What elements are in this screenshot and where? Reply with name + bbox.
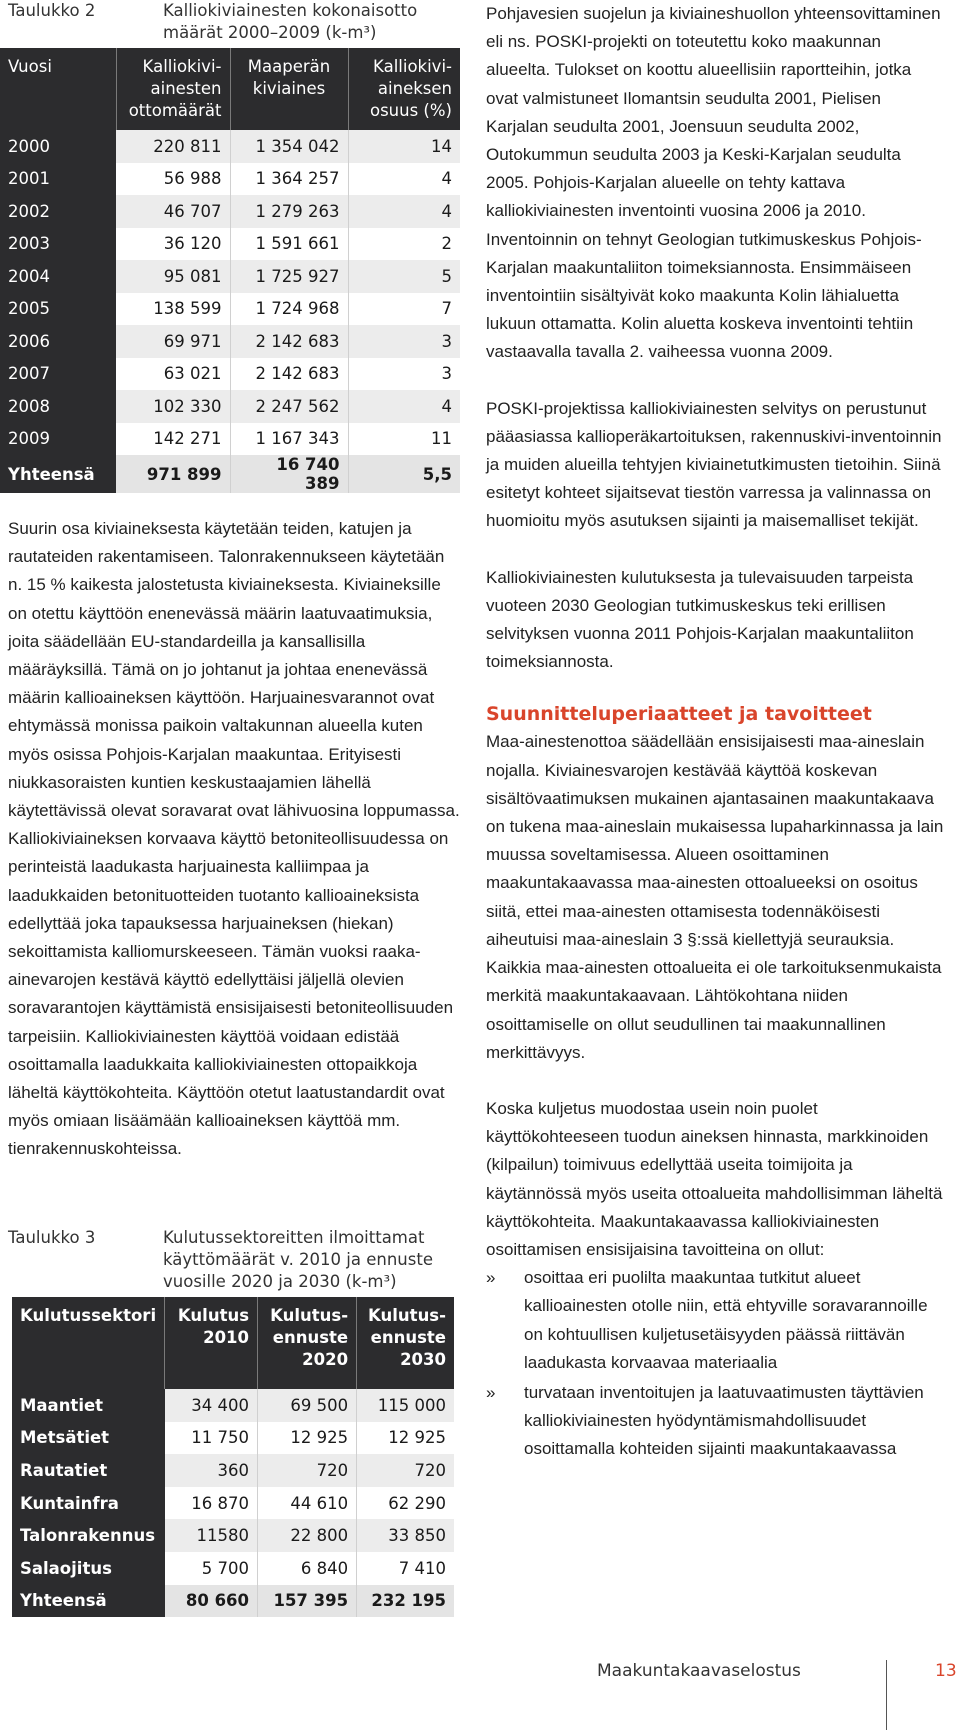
table-cell: 157 395 <box>258 1585 357 1618</box>
table-cell: 3 <box>348 325 460 358</box>
table-cell: 56 988 <box>116 163 230 196</box>
table-row <box>12 1454 454 1487</box>
table-cell: 720 <box>258 1454 357 1487</box>
table-cell: 14 <box>348 130 460 163</box>
list-item-text: osoittaa eri puolilta maakuntaa tutkitut alueet kallioainesten otolle niin, että ehtyville soravarannoille on kohtuullisen kuljetusetäisyyden päässä riittävän laadukasta korvaavaa materiaalia <box>524 1268 928 1372</box>
table-row <box>12 1389 454 1422</box>
list-item-text: turvataan inventoitujen ja laatuvaatimusten täyttävien kalliokiviainesten hyödyntämismahdollisuudet osoittamalla kohteiden sijainti maakuntakaavassa <box>524 1382 924 1459</box>
table2 <box>0 48 460 493</box>
row-sector-label: Kuntainfra <box>12 1487 165 1520</box>
table-cell: 1 354 042 <box>230 130 348 163</box>
table-cell: 4 <box>348 390 460 423</box>
table3-header-2030: Kulutusennuste 2030 <box>357 1297 454 1389</box>
table-cell: 2 142 683 <box>230 325 348 358</box>
table2-header-rock: Kalliokiviainesten ottomäärät <box>116 48 230 130</box>
row-year-label: 2007 <box>0 358 116 391</box>
table-cell: 1 725 927 <box>230 260 348 293</box>
row-year-label: 2000 <box>0 130 116 163</box>
page-number: 13 <box>935 1661 957 1681</box>
row-year-label: 2008 <box>0 390 116 423</box>
footer-document-name: Maakuntakaavaselostus <box>597 1661 801 1681</box>
table-cell: 11580 <box>165 1519 258 1552</box>
table-cell: 1 591 661 <box>230 228 348 261</box>
table2-title: Kalliokiviainesten kokonaisotto määrät 2000–2009 (k-m³) <box>163 1 418 42</box>
table-cell: 46 707 <box>116 195 230 228</box>
table-row <box>0 293 460 326</box>
table3-title: Kulutussektoreitten ilmoittamat käyttömäärät v. 2010 ja ennuste vuosille 2020 ja 2030 (k-m³) <box>163 1228 433 1291</box>
table-cell: 1 167 343 <box>230 423 348 456</box>
table-cell: 34 400 <box>165 1389 258 1422</box>
table-cell: 2 <box>348 228 460 261</box>
table-row <box>0 423 460 456</box>
table-cell: 360 <box>165 1454 258 1487</box>
row-year-label: 2002 <box>0 195 116 228</box>
table-cell: 12 925 <box>258 1422 357 1455</box>
footer-divider <box>886 1660 887 1730</box>
table-row <box>0 260 460 293</box>
table-cell: 69 971 <box>116 325 230 358</box>
table-cell: 33 850 <box>357 1519 454 1552</box>
table-row <box>12 1519 454 1552</box>
table-cell: 11 750 <box>165 1422 258 1455</box>
table-row <box>12 1552 454 1585</box>
table-cell: 220 811 <box>116 130 230 163</box>
table-row <box>0 130 460 163</box>
objectives-list <box>486 1264 948 1463</box>
table-cell: 232 195 <box>357 1585 454 1618</box>
table-cell: 63 021 <box>116 358 230 391</box>
table-cell: 62 290 <box>357 1487 454 1520</box>
row-year-label: Yhteensä <box>0 455 116 493</box>
table2-header-share: Kalliokiviaineksen osuus (%) <box>348 48 460 130</box>
paragraph-poski-survey: POSKI-projektissa kalliokiviainesten selvitys on perustunut pääasiassa kallioperäkartoituksen, rakennuskivi-inventoinnin ja muiden alueilla tehtyjen kiviainetutkimusten tietoihin. Siinä esitetyt kohteet sijaitsevat tiestön varressa ja valinnassa on huomioitu myös asutuksen sijainti ja maisemalliset tekijät. <box>486 398 942 531</box>
right-column <box>486 0 948 1466</box>
table-row <box>0 163 460 196</box>
table-row <box>0 390 460 423</box>
table-row <box>0 358 460 391</box>
row-year-label: 2001 <box>0 163 116 196</box>
table-cell: 2 247 562 <box>230 390 348 423</box>
table3-header-sector: Kulutussektori <box>12 1297 165 1389</box>
table3-label: Taulukko 3 <box>8 1228 96 1247</box>
table-cell: 6 840 <box>258 1552 357 1585</box>
row-sector-label: Yhteensä <box>12 1585 165 1618</box>
table-cell: 12 925 <box>357 1422 454 1455</box>
paragraph-poski-project: Pohjavesien suojelun ja kiviaineshuollon yhteensovittaminen eli ns. POSKI-projekti on toteutettu koko maakunnan alueelta. Tulokset on koottu alueellisiin raportteihin, jotka ovat valmistuneet Ilomantsin seudulta 2001, Pielisen Karjalan seudulta 2001, Joensuun seudulta 2002, Outokummun seudulta 2003 ja Keski-Karjalan seudulta 2005. Pohjois-Karjalan alueelle on tehty kattava kalliokiviainesten inventointi vuosina 2006 ja 2010. Inventoinnin on tehnyt Geologian tutkimuskeskus Pohjois-Karjalan maakuntaliiton toimeksiannosta. Ensimmäiseen inventointiin sisältyivät koko maakunta Kolin lähialuetta lukuun ottamatta. Kolin aluetta koskeva inventointi tehtiin vastaavalla tavalla 2. vaiheessa vuonna 2009. <box>486 4 941 362</box>
table-cell: 138 599 <box>116 293 230 326</box>
table-cell: 1 724 968 <box>230 293 348 326</box>
table-cell: 69 500 <box>258 1389 357 1422</box>
table-cell: 3 <box>348 358 460 391</box>
table-cell: 115 000 <box>357 1389 454 1422</box>
table-cell: 80 660 <box>165 1585 258 1618</box>
table-cell: 102 330 <box>116 390 230 423</box>
paragraph-consumption-study: Kalliokiviainesten kulutuksesta ja tulevaisuuden tarpeista vuoteen 2030 Geologian tutkimuskeskus teki erillisen selvityksen vuonna 2011 Pohjois-Karjalan maakuntaliiton toimeksiannosta. <box>486 567 914 672</box>
list-item <box>486 1379 948 1464</box>
table-row <box>12 1487 454 1520</box>
table-cell: 16 870 <box>165 1487 258 1520</box>
table-total-row <box>0 455 460 493</box>
table-cell: 4 <box>348 163 460 196</box>
table-cell: 971 899 <box>116 455 230 493</box>
row-sector-label: Talonrakennus <box>12 1519 165 1552</box>
table-cell: 5 700 <box>165 1552 258 1585</box>
row-year-label: 2005 <box>0 293 116 326</box>
table-row <box>0 325 460 358</box>
paragraph-transport: Koska kuljetus muodostaa usein noin puolet käyttökohteeseen tuodun aineksen hinnasta, markkinoiden (kilpailun) toimivuus edellyttää useita toimijoita ja käytännössä myös useita ottoalueita mahdollisimman läheltä käyttökohteita. Maakuntakaavassa kalliokiviainesten osoittamisen ensisijaisina tavoitteina on ollut: <box>486 1098 943 1259</box>
table2-header-year: Vuosi <box>0 48 116 130</box>
table3-header-2020: Kulutusennuste 2020 <box>258 1297 357 1389</box>
table-cell: 1 279 263 <box>230 195 348 228</box>
paragraph-regulation: Maa-ainestenottoa säädellään ensisijaisesti maa-aineslain nojalla. Kiviainesvarojen kestävää käyttöä koskevan sisältövaatimuksen mukainen ajantasainen maakuntakaava on tukena maa-aineslain mukaisessa lupaharkinnassa ja lain muussa soveltamisessa. Alueen osoittaminen maakuntakaavassa maa-ainesten ottoalueeksi on osoitus siitä, ettei maa-ainesten ottamisesta todennäköisesti aiheutuisi maa-aineslain 3 §:ssä kiellettyjä seurauksia. Kaikkia maa-ainesten ottoalueita ei ole tarkoituksenmukaista merkitä maakuntakaavaan. Lähtökohtana niiden osoittamiselle on ollut seudullinen tai maakunnallinen merkittävyys. <box>486 732 944 1062</box>
bullet-marker: » <box>486 1268 496 1288</box>
row-sector-label: Metsätiet <box>12 1422 165 1455</box>
row-sector-label: Rautatiet <box>12 1454 165 1487</box>
left-body-paragraph: Suurin osa kiviaineksesta käytetään teiden, katujen ja rautateiden rakentamiseen. Talonrakennukseen käytetään n. 15 % kaikesta jalostetusta kiviaineksesta. Kiviaineksille on otettu käyttöön enenevässä määrin laatuvaatimuksia, joita säädellään EU-standardeilla ja kansallisilla määräyksillä. Tämä on jo johtanut ja johtaa enenevässä määrin kallioaineksen käyttöön. Harjuainesvarannot ovat ehtymässä monissa paikoin valtakunnan alueella kuten myös osissa Pohjois-Karjalan maakuntaa. Erityisesti niukkasoraisten kuntien keskustaajamien lähellä käytettävissä olevat soravarat ovat lähivuosina loppumassa. Kalliokiviaineksen korvaava käyttö betoniteollisuudessa on perinteistä laadukasta harjuainesta kalliimpaa ja laadukkaiden betonituotteiden tuotanto kallioaineksista edellyttää joka tapauksessa harjuaineksen (hiekan) sekoittamista kalliomurskeeseen. Tämän vuoksi raaka-ainevarojen kestävä käyttö edellyttäisi jäljellä olevien soravarantojen käyttämistä ensisijaisesti betoniteollisuuden tarpeisiin. Kalliokiviainesten käyttöä voidaan edistää osoittamalla laadukkaita kalliokiviainesten ottopaikkoja läheltä käyttökohteita. Käyttöön otetut laatustandardit ovat myös omiaan lisäämään kallioaineksen käyttöä mm. tienrakennuskohteissa. <box>8 519 460 1159</box>
table-cell: 4 <box>348 195 460 228</box>
table-row <box>12 1422 454 1455</box>
table-cell: 44 610 <box>258 1487 357 1520</box>
table-cell: 7 410 <box>357 1552 454 1585</box>
table-cell: 5 <box>348 260 460 293</box>
section-heading: Suunnitteluperiaatteet ja tavoitteet <box>486 703 872 726</box>
table-cell: 95 081 <box>116 260 230 293</box>
bullet-marker: » <box>486 1382 496 1402</box>
table2-header-soil: Maaperän kiviaines <box>230 48 348 130</box>
row-year-label: 2009 <box>0 423 116 456</box>
table-cell: 5,5 <box>348 455 460 493</box>
row-year-label: 2003 <box>0 228 116 261</box>
list-item <box>486 1264 948 1377</box>
table-cell: 11 <box>348 423 460 456</box>
table2-label: Taulukko 2 <box>8 1 96 20</box>
row-sector-label: Maantiet <box>12 1389 165 1422</box>
table-cell: 1 364 257 <box>230 163 348 196</box>
table-total-row <box>12 1585 454 1618</box>
table-row <box>0 228 460 261</box>
table-cell: 7 <box>348 293 460 326</box>
table-row <box>0 195 460 228</box>
table-cell: 720 <box>357 1454 454 1487</box>
table-cell: 36 120 <box>116 228 230 261</box>
row-sector-label: Salaojitus <box>12 1552 165 1585</box>
row-year-label: 2004 <box>0 260 116 293</box>
table-cell: 2 142 683 <box>230 358 348 391</box>
table-cell: 16 740 389 <box>230 455 348 493</box>
table-cell: 22 800 <box>258 1519 357 1552</box>
table3-header-2010: Kulutus 2010 <box>165 1297 258 1389</box>
table-cell: 142 271 <box>116 423 230 456</box>
row-year-label: 2006 <box>0 325 116 358</box>
table3 <box>12 1297 454 1617</box>
